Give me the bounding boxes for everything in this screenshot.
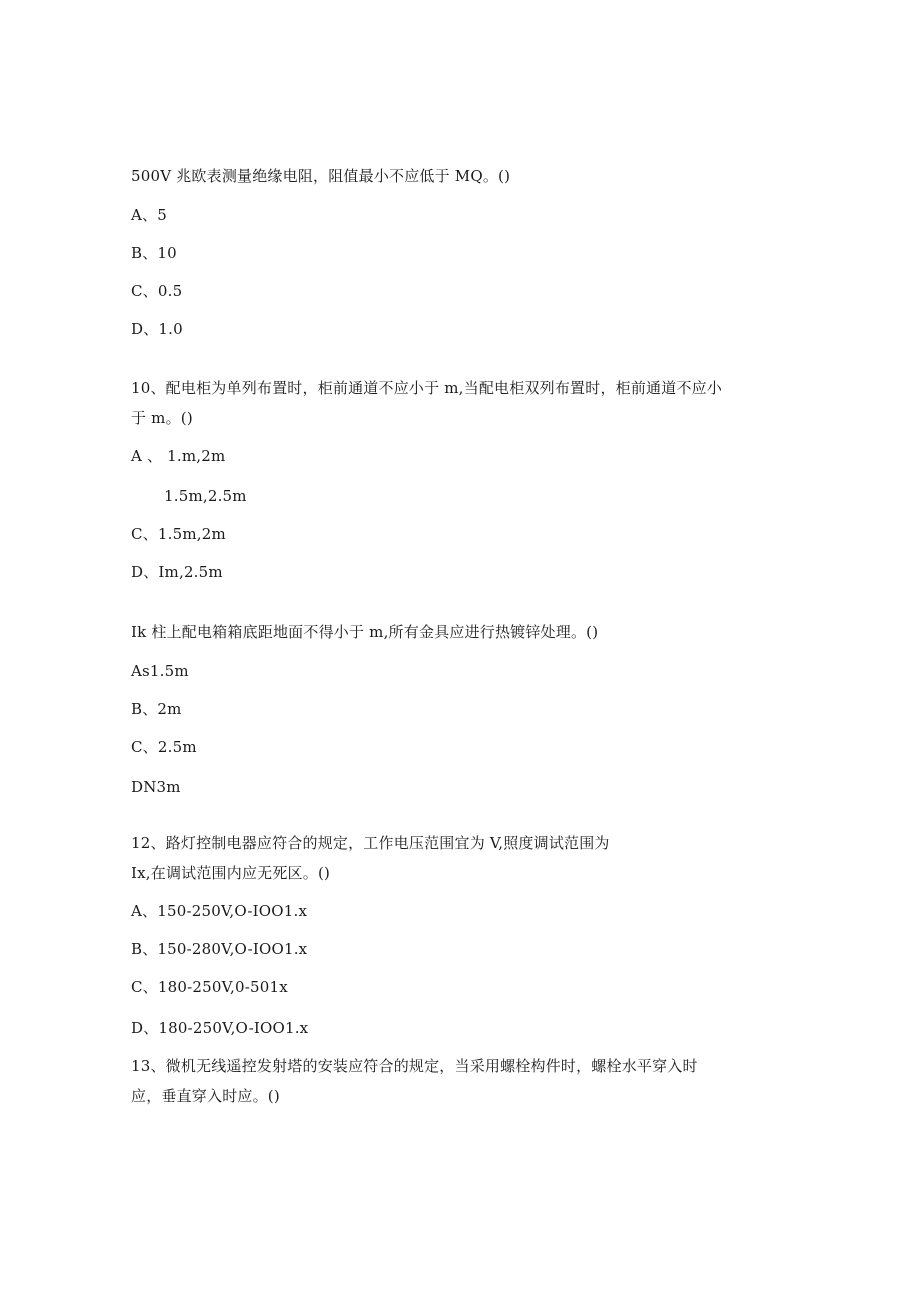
question-10-option-a: A 、 1.m,2m [131, 447, 226, 465]
question-1-option-a: A、5 [131, 206, 167, 224]
question-11-option-a: As1.5m [131, 662, 189, 680]
question-13-stem-line-2: 应，垂直穿入时应。() [131, 1087, 280, 1105]
question-10-option-b: 1.5m,2.5m [164, 487, 247, 505]
question-12-option-d: D、180-250V,O-IOO1.x [131, 1019, 309, 1037]
question-1-option-d: D、1.0 [131, 320, 183, 338]
question-12-option-b: B、150-280V,O-IOO1.x [131, 940, 308, 958]
question-10-stem-line-1: 10、配电柜为单列布置时，柜前通道不应小于 m,当配电柜双列布置时，柜前通道不应小 [131, 379, 723, 397]
question-10-option-d: D、Im,2.5m [131, 563, 223, 581]
question-1-stem: 500V 兆欧表测量绝缘电阻，阻值最小不应低于 MQ。() [131, 167, 511, 185]
question-11-option-b: B、2m [131, 700, 182, 718]
question-12-option-a: A、150-250V,O-IOO1.x [131, 902, 308, 920]
question-10-option-c: C、1.5m,2m [131, 525, 226, 543]
question-13-stem-line-1: 13、微机无线遥控发射塔的安装应符合的规定，当采用螺栓构件时，螺栓水平穿入时 [131, 1057, 698, 1075]
question-11-option-c: C、2.5m [131, 738, 197, 756]
question-11-option-d: DN3m [131, 778, 181, 796]
question-11-stem: Ik 柱上配电箱箱底距地面不得小于 m,所有金具应进行热镀锌处理。() [131, 623, 599, 641]
question-1-option-b: B、10 [131, 244, 177, 262]
question-12-option-c: C、180-250V,0-501x [131, 978, 288, 996]
question-1-option-c: C、0.5 [131, 282, 183, 300]
question-12-stem-line-2: Ix,在调试范围内应无死区。() [131, 864, 331, 882]
question-10-stem-line-2: 于 m。() [131, 409, 193, 427]
question-12-stem-line-1: 12、路灯控制电器应符合的规定，工作电压范围宜为 V,照度调试范围为 [131, 834, 610, 852]
